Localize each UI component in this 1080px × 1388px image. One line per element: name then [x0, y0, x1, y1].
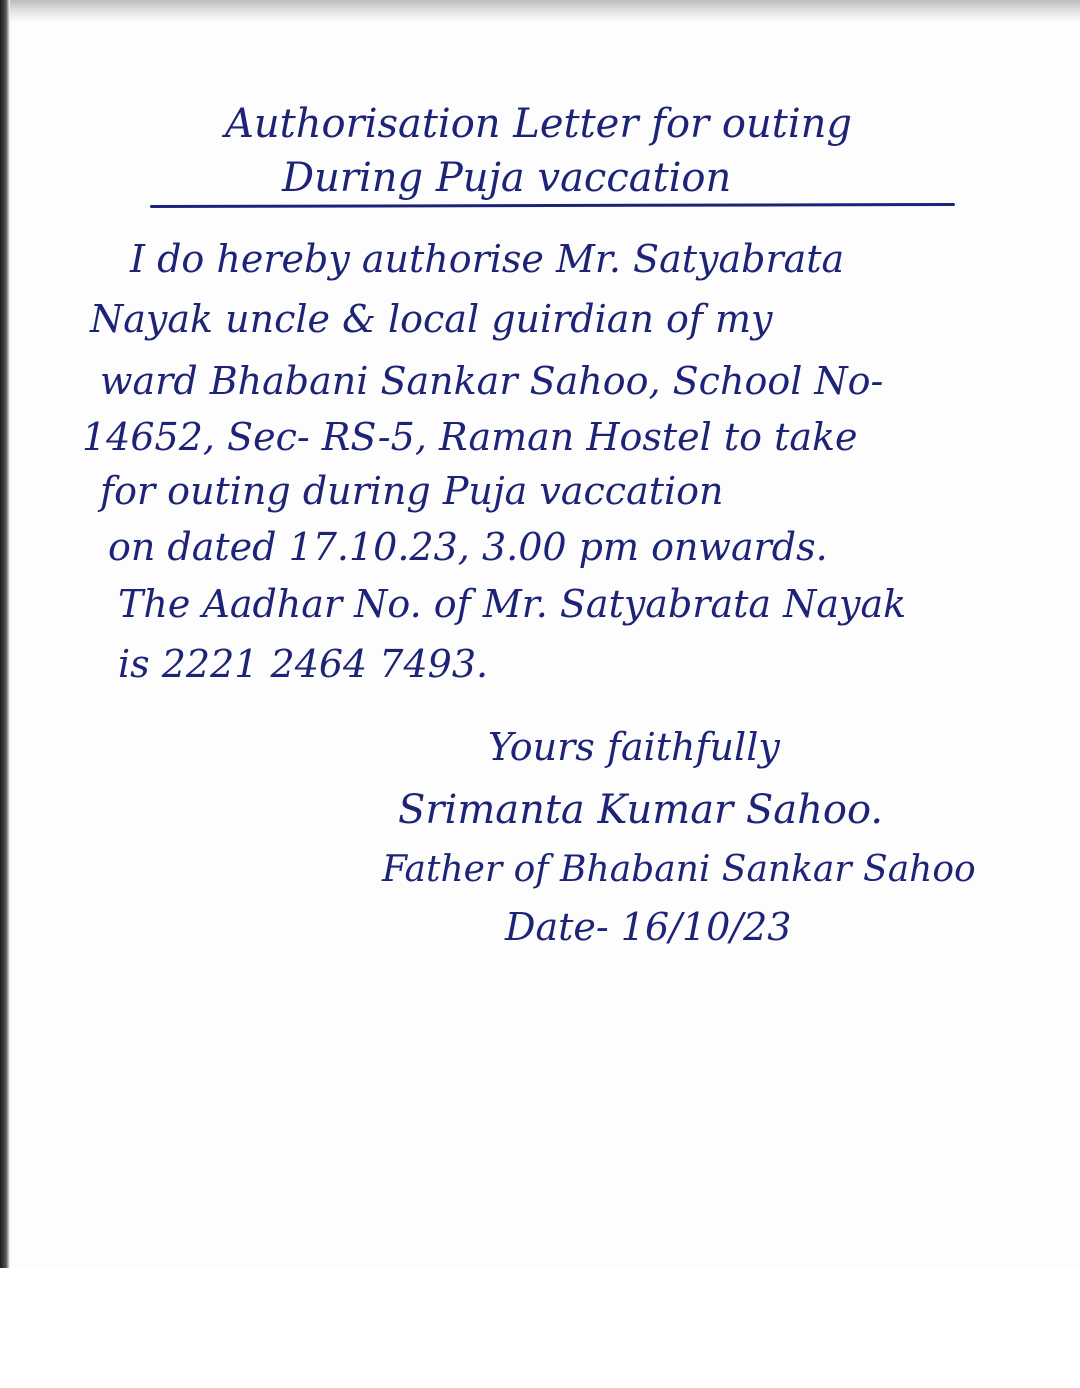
- body-line-8: is 2221 2464 7493.: [118, 642, 489, 686]
- body-line-7: The Aadhar No. of Mr. Satyabrata Nayak: [118, 582, 907, 626]
- signature: Srimanta Kumar Sahoo.: [398, 787, 884, 833]
- body-line-2: Nayak uncle & local guirdian of my: [90, 297, 773, 341]
- letter-title-line-1: Authorisation Letter for outing: [225, 101, 852, 147]
- body-line-1: I do hereby authorise Mr. Satyabrata: [130, 237, 845, 281]
- title-underline: [150, 203, 955, 208]
- letter-date: Date- 16/10/23: [505, 905, 792, 949]
- body-line-3: ward Bhabani Sankar Sahoo, School No-: [100, 359, 884, 403]
- paper-top-shadow: [0, 0, 1080, 22]
- closing-salutation: Yours faithfully: [488, 725, 780, 769]
- letter-title-line-2: During Puja vaccation: [282, 155, 732, 201]
- paper-left-shadow: [0, 0, 10, 1268]
- body-line-4: 14652, Sec- RS-5, Raman Hostel to take: [82, 415, 858, 459]
- body-line-5: for outing during Puja vaccation: [100, 469, 724, 513]
- signer-relation: Father of Bhabani Sankar Sahoo: [382, 849, 976, 890]
- body-line-6: on dated 17.10.23, 3.00 pm onwards.: [108, 525, 828, 569]
